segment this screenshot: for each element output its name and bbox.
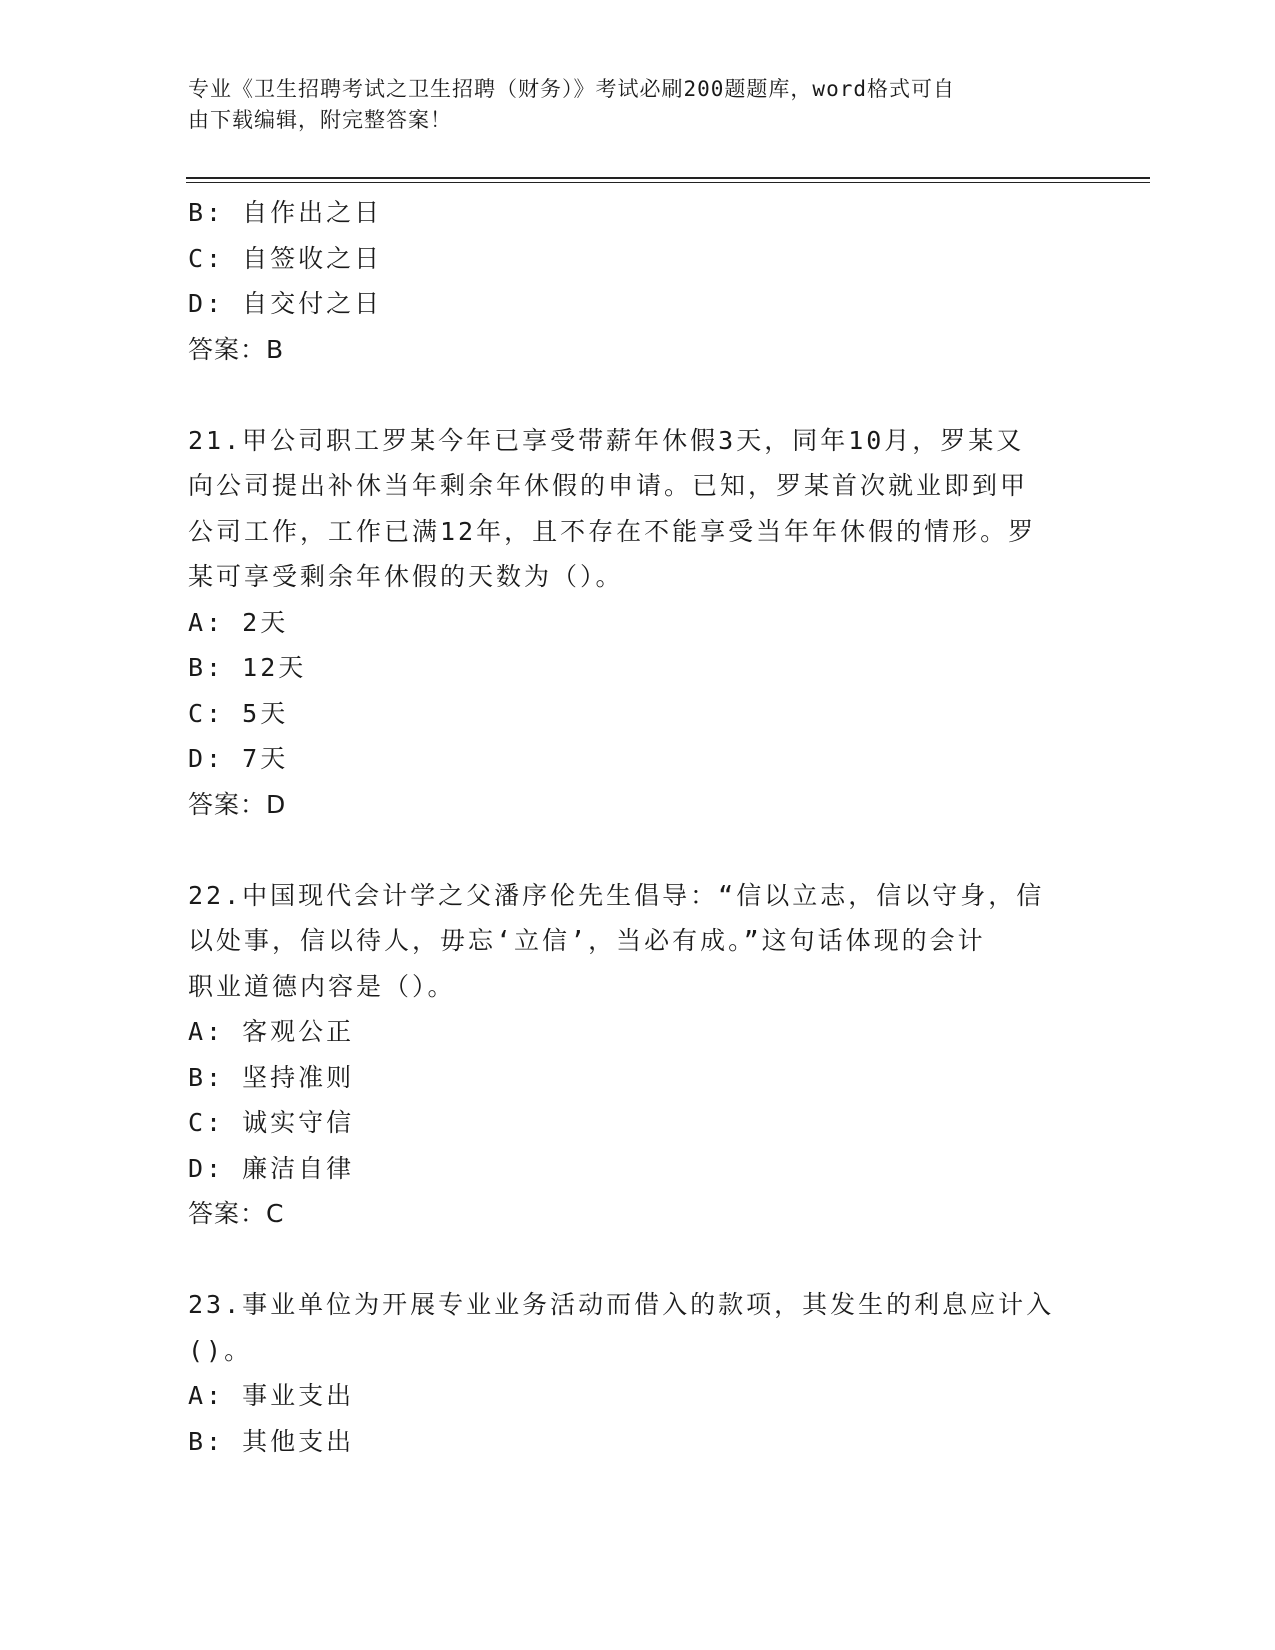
option-c: C: 诚实守信 [188, 1108, 355, 1137]
option-d: D: 自交付之日 [188, 289, 383, 318]
question-stem-line: 以处事，信以待人，毋忘‘立信’，当必有成。”这句话体现的会计 [188, 926, 986, 955]
document-header [188, 74, 1068, 136]
spacer [188, 1237, 1088, 1283]
spacer [188, 372, 1088, 418]
question-22 [188, 873, 1088, 1237]
option-b: B: 12天 [188, 653, 307, 682]
spacer [188, 827, 1088, 873]
header-line-1: 专业《卫生招聘考试之卫生招聘（财务）》考试必刷200题题库，word格式可自 [188, 77, 955, 101]
question-stem-line: 23.事业单位为开展专业业务活动而借入的款项，其发生的利息应计入 [188, 1290, 1055, 1319]
option-d: D: 7天 [188, 744, 289, 773]
question-21 [188, 418, 1088, 828]
question-stem-line: 向公司提出补休当年剩余年休假的申请。已知，罗某首次就业即到甲 [188, 471, 1029, 500]
question-stem-line: 公司工作，工作已满12年，且不存在不能享受当年年休假的情形。罗 [188, 516, 1037, 546]
option-c: C: 5天 [188, 698, 289, 728]
header-divider-thin [186, 182, 1150, 183]
answer-line: 答案：D [188, 789, 287, 819]
question-stem-line: ()。 [188, 1335, 253, 1365]
question-23 [188, 1282, 1088, 1464]
header-divider-thick [186, 177, 1150, 179]
document-body [188, 190, 1088, 1464]
question-stem-line: 21.甲公司职工罗某今年已享受带薪年休假3天，同年10月，罗某又 [188, 425, 1025, 455]
question-20-tail [188, 190, 1088, 372]
option-a: A: 2天 [188, 607, 289, 637]
option-b: B: 坚持准则 [188, 1062, 355, 1092]
question-stem-line: 某可享受剩余年休假的天数为（）。 [188, 562, 624, 591]
option-b: B: 自作出之日 [188, 198, 383, 227]
header-line-2: 由下载编辑，附完整答案！ [188, 108, 452, 132]
option-a: A: 客观公正 [188, 1017, 355, 1046]
option-b: B: 其他支出 [188, 1426, 355, 1456]
question-stem-line: 22.中国现代会计学之父潘序伦先生倡导：“信以立志，信以守身，信 [188, 880, 1045, 910]
question-stem-line: 职业道德内容是（）。 [188, 971, 456, 1001]
answer-line: 答案：B [188, 334, 285, 364]
option-c: C: 自签收之日 [188, 243, 383, 273]
option-d: D: 廉洁自律 [188, 1153, 355, 1183]
answer-line: 答案：C [188, 1199, 285, 1228]
option-a: A: 事业支出 [188, 1381, 355, 1410]
